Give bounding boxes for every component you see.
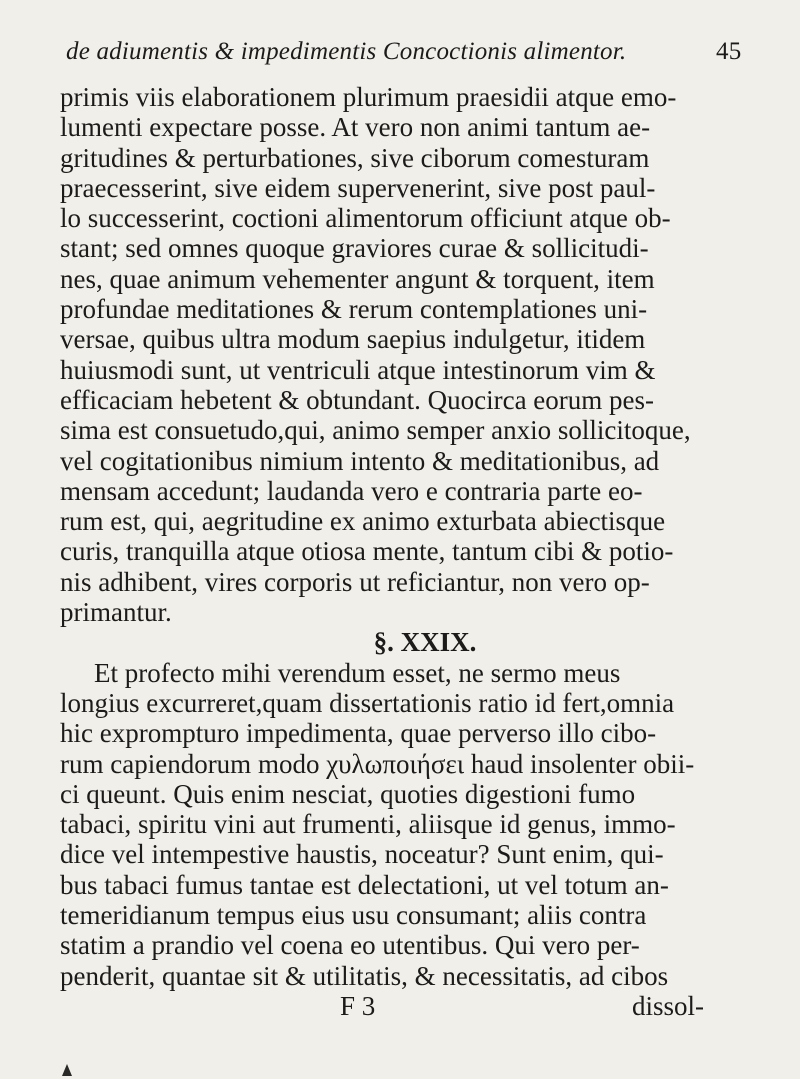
- text-line: gritudines & perturbationes, sive ciborum comesturam: [60, 142, 650, 173]
- text-line: sima est consuetudo,qui, animo semper anxio sollicitoque,: [60, 415, 691, 446]
- text-line: stant; sed omnes quoque graviores curae & sollicitudi-: [60, 233, 649, 264]
- running-title: de adiumentis & impedimentis Concoctionis alimentor.: [66, 38, 627, 65]
- text-line: profundae meditationes & rerum contemplationes uni-: [60, 294, 648, 325]
- text-line: primis viis elaborationem plurimum praesidii atque emo-: [60, 82, 677, 112]
- page-footer: [60, 991, 780, 1021]
- triangle-mark-icon: [62, 1064, 72, 1076]
- text-line: lo successerint, coctioni alimentorum officiunt atque ob-: [60, 203, 671, 234]
- signature-mark: F 3: [340, 990, 376, 1021]
- text-line: praecesserint, sive eidem supervenerint, sive post paul-: [60, 172, 656, 203]
- text-line: lumenti expectare posse. At vero non animi tantum ae-: [60, 112, 651, 143]
- catchword: dissol-: [632, 990, 705, 1021]
- text-line: curis, tranquilla atque otiosa mente, tantum cibi & potio-: [60, 536, 674, 567]
- text-line: efficaciam hebetent & obtundant. Quocirca eorum pes-: [60, 384, 655, 415]
- text-line: rum capiendorum modo χυλωποιήσει haud insolenter obii-: [60, 748, 695, 779]
- text-line: nes, quae animum vehementer angunt & torquent, item: [60, 263, 655, 294]
- running-header: [66, 38, 776, 66]
- text-line: tabaci, spiritu vini aut frumenti, aliisque id genus, immo-: [60, 809, 676, 840]
- text-line: primantur.: [60, 597, 172, 628]
- text-line: mensam accedunt; laudanda vero e contraria parte eo-: [60, 475, 643, 506]
- text-line: huiusmodi sunt, ut ventriculi atque intestinorum vim &: [60, 354, 656, 385]
- text-line: temeridianum tempus eius usu consumant; aliis contra: [60, 900, 647, 931]
- text-line: versae, quibus ultra modum saepius indulgetur, itidem: [60, 324, 646, 355]
- text-line: vel cogitationibus nimium intento & meditationibus, ad: [60, 445, 660, 476]
- text-line: penderit, quantae sit & utilitatis, & necessitatis, ad cibos: [60, 960, 669, 991]
- text-line: Et profecto mihi verendum esset, ne sermo meus: [94, 657, 621, 688]
- text-line: longius excurreret,quam dissertationis ratio id fert,omnia: [60, 687, 675, 718]
- text-line: nis adhibent, vires corporis ut reficiantur, non vero op-: [60, 566, 650, 597]
- text-line: hic exprompturo impedimenta, quae perverso illo cibo-: [60, 718, 657, 749]
- text-line: rum est, qui, aegritudine ex animo exturbata abiectisque: [60, 506, 666, 537]
- paragraph-1: [60, 82, 780, 627]
- page-number: 45: [716, 38, 742, 65]
- paragraph-2: [60, 658, 780, 991]
- text-line: statim a prandio vel coena eo utentibus. Qui vero per-: [60, 930, 640, 961]
- text-line: bus tabaci fumus tantae est delectationi, ut vel totum an-: [60, 869, 669, 900]
- section-heading: §. XXIX.: [373, 627, 477, 658]
- text-line: ci queunt. Quis enim nesciat, quoties digestioni fumo: [60, 778, 636, 809]
- text-line: dice vel intempestive haustis, noceatur? Sunt enim, qui-: [60, 839, 664, 870]
- text-body: [60, 82, 780, 1021]
